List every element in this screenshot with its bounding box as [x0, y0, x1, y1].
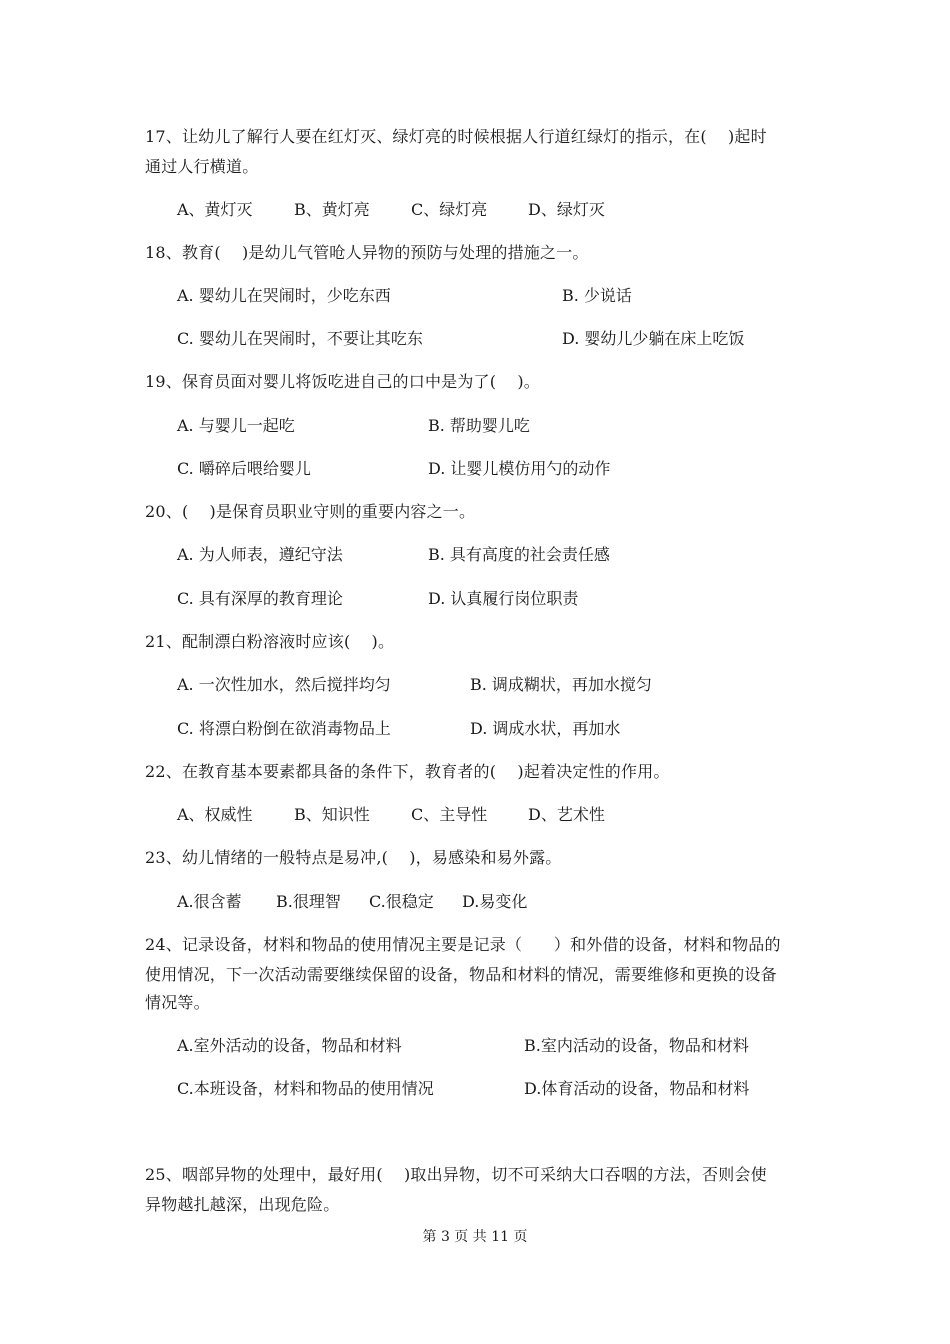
question-24-text-cont-1: 使用情况，下一次活动需要继续保留的设备，物品和材料的情况，需要维修和更换的设备: [145, 965, 777, 984]
question-20-option-c: C. 具有深厚的教育理论: [177, 589, 343, 608]
question-17-option-b: B、黄灯亮: [294, 200, 370, 219]
question-24-option-b: B.室内活动的设备，物品和材料: [524, 1036, 749, 1055]
question-23-option-b: B.很理智: [276, 892, 341, 911]
question-24-option-c: C.本班设备，材料和物品的使用情况: [177, 1079, 434, 1098]
question-24-option-d: D.体育活动的设备，物品和材料: [524, 1079, 750, 1098]
question-19-option-b: B. 帮助婴儿吃: [428, 416, 530, 435]
question-24-text: 24、记录设备，材料和物品的使用情况主要是记录（ ）和外借的设备，材料和物品的: [145, 935, 781, 954]
question-21-option-b: B. 调成糊状，再加水搅匀: [470, 675, 652, 694]
question-22-option-a: A、权威性: [177, 805, 253, 824]
question-23-option-a: A.很含蓄: [177, 892, 242, 911]
question-22-text: 22、在教育基本要素都具备的条件下，教育者的( )起着决定性的作用。: [145, 762, 670, 781]
question-23-text: 23、幼儿情绪的一般特点是易冲,( )，易感染和易外露。: [145, 848, 562, 867]
question-17-option-c: C、绿灯亮: [411, 200, 488, 219]
question-22-option-b: B、知识性: [294, 805, 370, 824]
question-23-option-d: D.易变化: [462, 892, 528, 911]
question-23-option-c: C.很稳定: [369, 892, 434, 911]
question-21-option-a: A. 一次性加水，然后搅拌均匀: [177, 675, 391, 694]
question-17-option-d: D、绿灯灭: [528, 200, 605, 219]
question-25-text: 25、咽部异物的处理中，最好用( )取出异物，切不可采纳大口吞咽的方法，否则会使: [145, 1165, 767, 1184]
question-20-text: 20、( )是保育员职业守则的重要内容之一。: [145, 502, 476, 521]
question-20-option-b: B. 具有高度的社会责任感: [428, 545, 610, 564]
question-24-option-a: A.室外活动的设备，物品和材料: [177, 1036, 402, 1055]
question-19-option-c: C. 嚼碎后喂给婴儿: [177, 459, 311, 478]
question-17-text-cont: 通过人行横道。: [145, 157, 259, 176]
question-21-text: 21、配制漂白粉溶液时应该( )。: [145, 632, 395, 651]
question-18-text: 18、教育( )是幼儿气管呛人异物的预防与处理的措施之一。: [145, 243, 589, 262]
question-20-option-a: A. 为人师表，遵纪守法: [177, 545, 343, 564]
question-18-option-a: A. 婴幼儿在哭闹时，少吃东西: [177, 286, 391, 305]
question-24-text-cont-2: 情况等。: [145, 993, 210, 1012]
question-25-text-cont: 异物越扎越深，出现危险。: [145, 1195, 340, 1214]
question-19-text: 19、保育员面对婴儿将饭吃进自己的口中是为了( )。: [145, 372, 540, 391]
question-21-option-c: C. 将漂白粉倒在欲消毒物品上: [177, 719, 391, 738]
question-22-option-d: D、艺术性: [528, 805, 605, 824]
page-number: 第 3 页 共 11 页: [422, 1229, 528, 1245]
question-22-option-c: C、主导性: [411, 805, 488, 824]
question-20-option-d: D. 认真履行岗位职责: [428, 589, 579, 608]
question-19-option-d: D. 让婴儿模仿用勺的动作: [428, 459, 611, 478]
question-17-option-a: A、黄灯灭: [177, 200, 253, 219]
question-18-option-c: C. 婴幼儿在哭闹时，不要让其吃东: [177, 329, 423, 348]
question-17-text: 17、让幼儿了解行人要在红灯灭、绿灯亮的时候根据人行道红绿灯的指示，在( )起时: [145, 127, 767, 146]
question-18-option-b: B. 少说话: [562, 286, 632, 305]
question-19-option-a: A. 与婴儿一起吃: [177, 416, 295, 435]
question-18-option-d: D. 婴幼儿少躺在床上吃饭: [562, 329, 745, 348]
question-21-option-d: D. 调成水状，再加水: [470, 719, 621, 738]
